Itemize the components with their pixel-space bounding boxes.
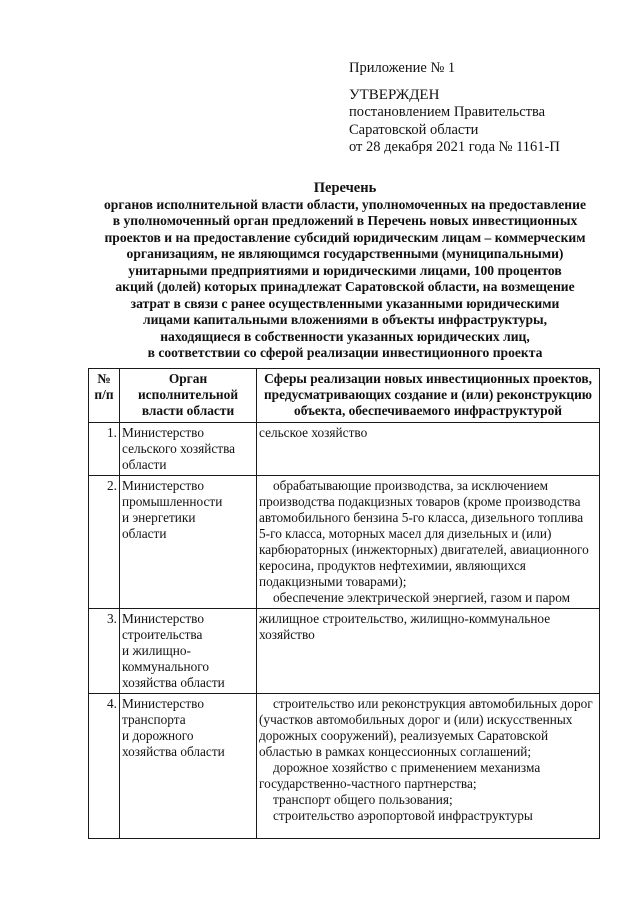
row-organ: Министерство строительства и жилищно- коммунального хозяйства области xyxy=(120,608,257,693)
document-heading xyxy=(80,180,610,362)
header-num: № п/п xyxy=(89,369,120,423)
approved-stamp: УТВЕРЖДЕН xyxy=(349,86,440,103)
approval-line-2: Саратовской области xyxy=(349,121,479,138)
heading-description: органов исполнительной власти области, уполномоченных на предоставление в уполномоченный орган предложений в Перечень новых инвестиционных проектов и на предоставление субсидий юридическим лицам – коммерческим организациям, не являющимся государственными (муниципальными) унитарными предприятиями и юридическими лицами, 100 процентов акций (долей) которых принадлежат Саратовской области, на возмещение затрат в связи с ранее осуществленными указанными юридическими лицами капитальными вложениями в объекты инфраструктуры, находящиеся в собственности указанных юридических лиц, в соответствии со сферой реализации инвестиционного проекта xyxy=(104,196,586,360)
approval-line-1: постановлением Правительства xyxy=(349,104,546,120)
header-sphere: Сферы реализации новых инвестиционных проектов, предусматривающих создание и (или) реконструкцию объекта, обеспечиваемого инфраструктурой xyxy=(257,369,600,423)
approval-block xyxy=(349,60,560,157)
table-row xyxy=(89,422,600,475)
row-spheres xyxy=(257,475,600,608)
row-spheres xyxy=(257,422,600,475)
sphere-item: строительство аэропортовой инфраструктуры xyxy=(273,807,533,823)
row-number: 1. xyxy=(89,422,120,475)
table-row xyxy=(89,475,600,608)
table-header-row xyxy=(89,369,600,423)
sphere-item: обеспечение электрической энергией, газом и паром xyxy=(273,589,571,605)
row-number: 2. xyxy=(89,475,120,608)
row-organ: Министерство промышленности и энергетики области xyxy=(120,475,257,608)
annex-number: Приложение № 1 xyxy=(349,60,456,76)
heading-title: Перечень xyxy=(313,180,377,196)
sphere-item: строительство или реконструкция автомобильных дорог (участков автомобильных дорог и (или) искусственных дорожных сооружений), реализуемых Саратовской областью в рамках концессионных соглашений; xyxy=(259,695,593,759)
sphere-item: транспорт общего пользования; xyxy=(273,791,453,807)
row-organ: Министерство транспорта и дорожного хозяйства области xyxy=(120,693,257,838)
sphere-item: обрабатывающие производства, за исключением производства подакцизных товаров (кроме производства автомобильного бензина 5-го класса, дизельного топлива 5-го класса, моторных масел для дизельных и (или) карбюраторных (инжекторных) двигателей, авиационного керосина, продуктов нефтехимии, являющихся подакцизными товарами); xyxy=(259,477,589,589)
row-spheres xyxy=(257,693,600,838)
sphere-item: жилищное строительство, жилищно-коммунальное хозяйство xyxy=(259,610,551,642)
table-row xyxy=(89,608,600,693)
row-spheres xyxy=(257,608,600,693)
row-number: 4. xyxy=(89,693,120,838)
table-row xyxy=(89,693,600,838)
authorities-table xyxy=(88,368,600,839)
row-number: 3. xyxy=(89,608,120,693)
header-org: Орган исполнительной власти области xyxy=(120,369,257,423)
sphere-item: дорожное хозяйство с применением механизма государственно-частного партнерства; xyxy=(259,759,541,791)
approval-line-3: от 28 декабря 2021 года № 1161-П xyxy=(349,139,560,155)
row-organ: Министерство сельского хозяйства области xyxy=(120,422,257,475)
sphere-item: сельское хозяйство xyxy=(259,424,368,440)
